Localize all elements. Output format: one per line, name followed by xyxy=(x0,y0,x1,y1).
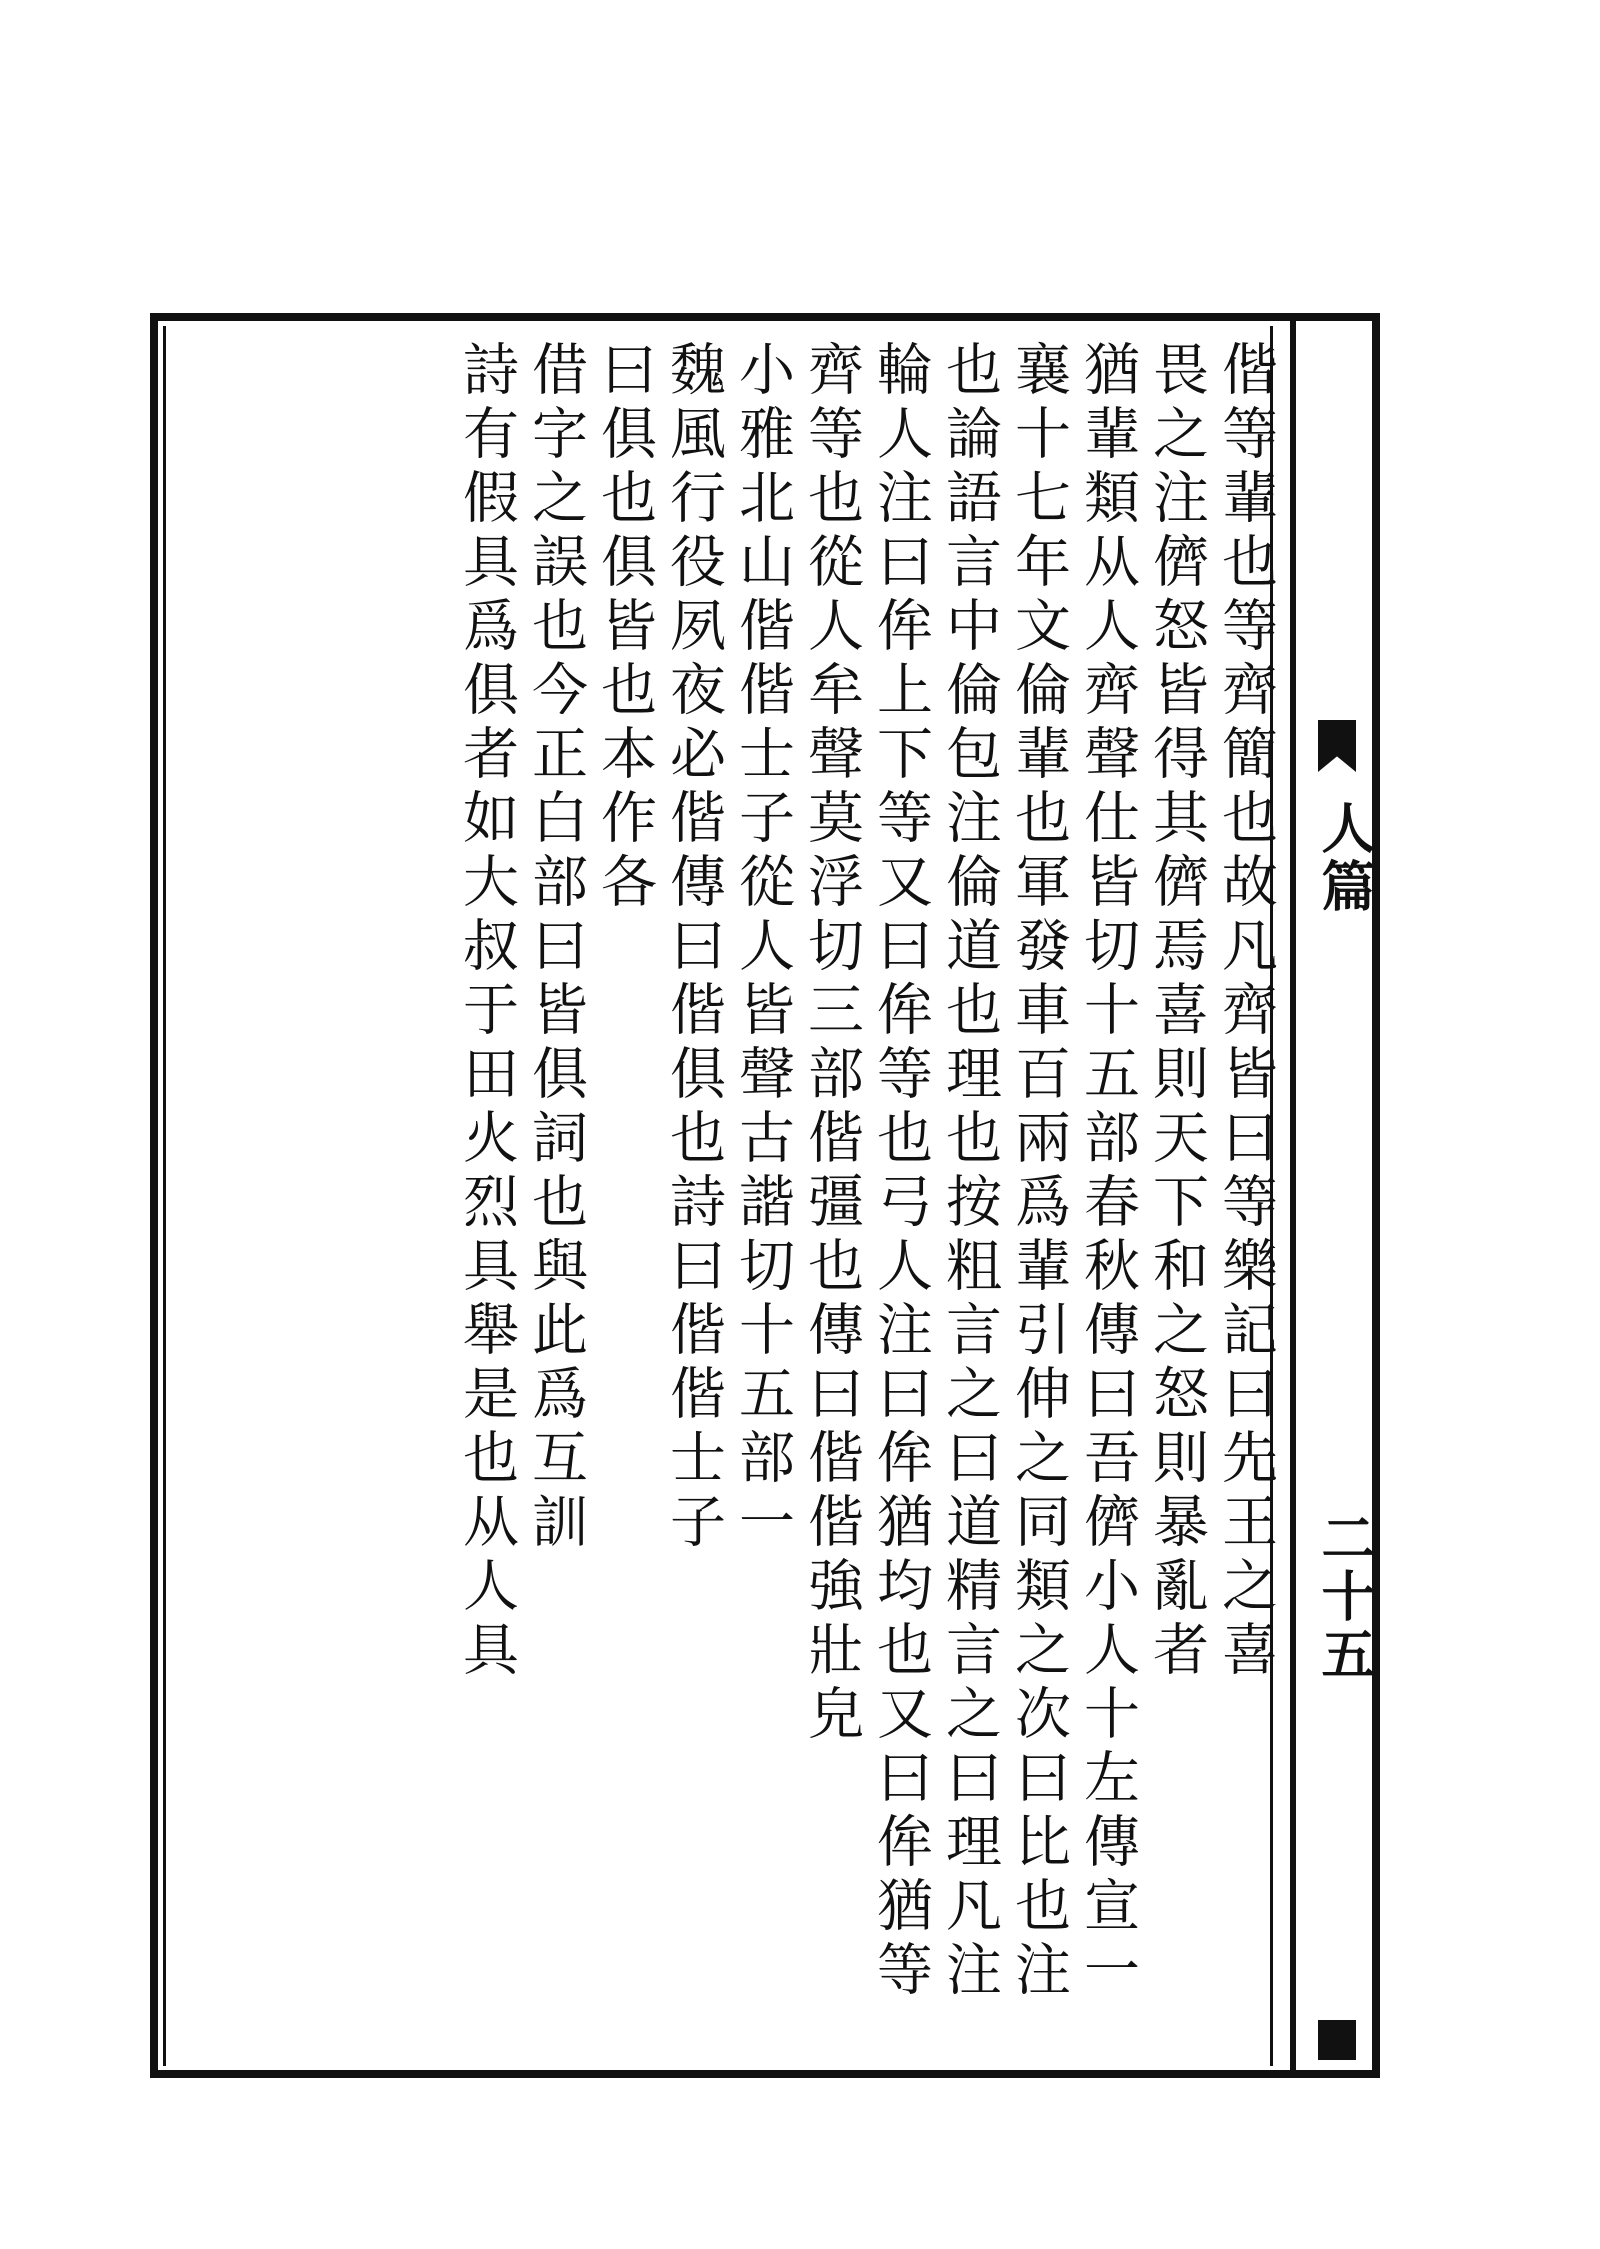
text-column-7: 齊等也從人牟聲莫浮切三部偕彊也傳曰偕偕強壯皃 xyxy=(799,340,864,1748)
margin-title: 人篇 xyxy=(1313,800,1377,916)
text-column-9: 魏風行役夙夜必偕傳曰偕俱也詩曰偕偕士子 xyxy=(661,340,726,1556)
text-column-1: 偕等輩也等齊簡也故凡齊皆曰等樂記曰先王之喜 xyxy=(1213,340,1278,1684)
text-columns xyxy=(180,340,1280,2065)
page-number: 二十五 xyxy=(1313,1510,1377,1684)
text-column-2: 畏之注儕怒皆得其儕焉喜則天下和之怒則暴亂者 xyxy=(1144,340,1209,1684)
text-column-8: 小雅北山偕偕士子從人皆聲古諧切十五部一 xyxy=(730,340,795,1556)
text-column-6: 輪人注曰侔上下等又曰侔等也弓人注曰侔猶均也又曰侔猶等 xyxy=(868,340,933,2004)
text-column-11: 借字之誤也今正白部曰皆俱詞也與此爲互訓 xyxy=(523,340,588,1556)
text-column-12: 詩有假具爲俱者如大叔于田火烈具舉是也从人具 xyxy=(454,340,519,1684)
text-column-4: 襄十七年文倫輩也軍發車百兩爲輩引伸之同類之次曰比也注 xyxy=(1006,340,1071,2004)
text-column-10: 曰俱也俱皆也本作各 xyxy=(592,340,657,916)
fishtail-bottom-mark xyxy=(1318,2020,1356,2060)
margin-strip xyxy=(1290,313,1380,2078)
text-column-5: 也論語言中倫包注倫道也理也按粗言之曰道精言之曰理凡注 xyxy=(937,340,1002,2004)
text-column-3: 猶輩類从人齊聲仕皆切十五部春秋傳曰吾儕小人十左傳宣一 xyxy=(1075,340,1140,2004)
